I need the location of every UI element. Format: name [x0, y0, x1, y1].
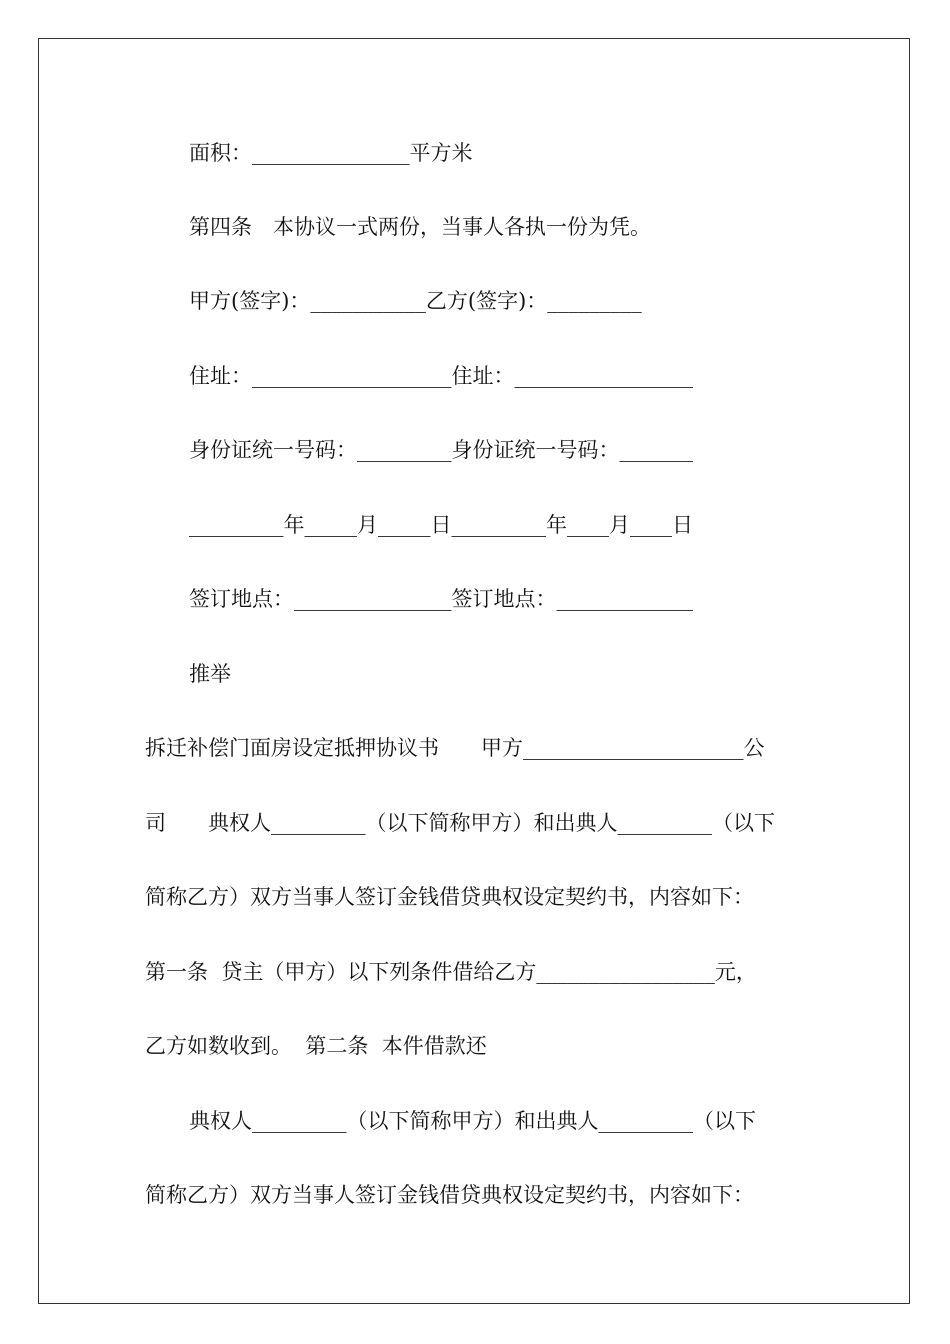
address-line: 住址：___________________住址：_________________ [189, 364, 693, 388]
area-line: 面积：_______________平方米 [189, 141, 473, 165]
article-four-line: 第四条 本协议一式两份，当事人各执一份为凭。 [189, 215, 651, 239]
signing-place-line: 签订地点：_______________签订地点：_____________ [189, 587, 693, 611]
contract-intro-line: 简称乙方）双方当事人签订金钱借贷典权设定契约书，内容如下： [145, 885, 754, 909]
agreement-title-line: 拆迁补偿门面房设定抵押协议书 甲方_____________________公 [145, 736, 765, 760]
recommend-heading: 推举 [189, 662, 231, 686]
pledgee-line-repeat: 典权人_________（以下简称甲方）和出典人_________（以下 [189, 1109, 756, 1133]
article-two-line: 乙方如数收到。 第二条 本件借款还 [145, 1034, 487, 1058]
id-number-line: 身份证统一号码：_________身份证统一号码：_______ [189, 438, 693, 462]
contract-intro-line-repeat: 简称乙方）双方当事人签订金钱借贷典权设定契约书，内容如下： [145, 1183, 754, 1207]
article-one-line: 第一条 贷主（甲方）以下列条件借给乙方_________________元， [145, 960, 757, 984]
date-line: _________年_____月_____日_________年____月____日 [189, 513, 693, 537]
signature-line: 甲方(签字)：___________乙方(签字)：_________ [189, 289, 642, 313]
pledgee-line: 司 典权人_________（以下简称甲方）和出典人_________（以下 [145, 811, 775, 835]
